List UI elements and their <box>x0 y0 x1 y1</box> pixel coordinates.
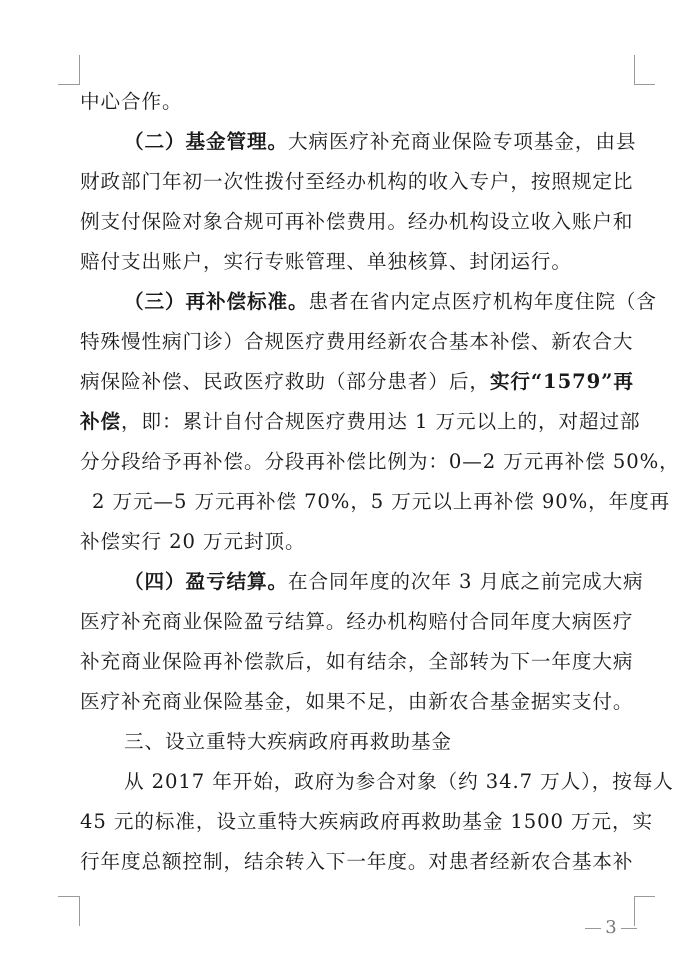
page-number-value: 3 <box>605 917 617 938</box>
text-line <box>80 402 640 442</box>
section-title: 三、设立重特大疾病政府再救助基金 <box>124 730 452 753</box>
crop-mark-top-left-v <box>79 55 80 85</box>
text-line: 补偿实行 20 万元封顶。 <box>80 530 306 553</box>
page-number-dash <box>621 928 637 929</box>
text-span: 病保险补偿、民政医疗救助（部分患者）后， <box>80 370 490 393</box>
text-line <box>80 282 657 322</box>
text-span: 患者在省内定点医疗机构年度住院（含 <box>308 290 657 313</box>
text-line: 分分段给予再补偿。分段再补偿比例为：0—2 万元再补偿 50%， <box>80 450 680 473</box>
text-line: 补充商业保险再补偿款后，如有结余，全部转为下一年度大病 <box>80 650 634 673</box>
text-line <box>80 122 640 162</box>
body-text <box>80 82 680 882</box>
page-number <box>576 916 646 940</box>
text-line: 行年度总额控制，结余转入下一年度。对患者经新农合基本补 <box>80 850 634 873</box>
text-line: 特殊慢性病门诊）合规医疗费用经新农合基本补偿、新农合大 <box>80 330 634 353</box>
text-line: 医疗补充商业保险基金，如果不足，由新农合基金据实支付。 <box>80 690 634 713</box>
bold-phrase: 补偿 <box>80 410 121 433</box>
text-line: 医疗补充商业保险盈亏结算。经办机构赔付合同年度大病医疗 <box>80 610 634 633</box>
crop-mark-top-left-h <box>58 84 79 85</box>
text-line: 2 万元—5 万元再补偿 70%，5 万元以上再补偿 90%，年度再 <box>92 490 671 513</box>
page-number-dash <box>585 928 601 929</box>
crop-mark-bottom-right-h <box>634 896 655 897</box>
text-line: 45 元的标准，设立重特大疾病政府再救助基金 1500 万元，实 <box>80 810 653 833</box>
text-line: 例支付保险对象合规可再补偿费用。经办机构设立收入账户和 <box>80 210 634 233</box>
text-line: 赔付支出账户，实行专账管理、单独核算、封闭运行。 <box>80 250 572 273</box>
text-line: 从 2017 年开始，政府为参合对象（约 34.7 万人），按每人 <box>124 770 674 793</box>
text-span: 在合同年度的次年 3 月底之前完成大病 <box>287 570 644 593</box>
crop-mark-bottom-left-h <box>58 896 79 897</box>
crop-mark-top-right-v <box>634 55 635 85</box>
bold-phrase: 实行“1579”再 <box>489 370 634 393</box>
text-line: 财政部门年初一次性拨付至经办机构的收入专户，按照规定比 <box>80 170 634 193</box>
text-line <box>80 362 640 402</box>
section-heading: （二）基金管理。 <box>124 130 288 153</box>
crop-mark-bottom-left-v <box>79 896 80 926</box>
text-line <box>80 562 644 602</box>
section-heading: （四）盈亏结算。 <box>124 570 288 593</box>
text-span: 大病医疗补充商业保险专项基金，由县 <box>287 130 637 153</box>
text-span: ，即：累计自付合规医疗费用达 1 万元以上的，对超过部 <box>121 410 641 433</box>
text-line: 中心合作。 <box>80 90 183 113</box>
section-heading: （三）再补偿标准。 <box>124 290 309 313</box>
